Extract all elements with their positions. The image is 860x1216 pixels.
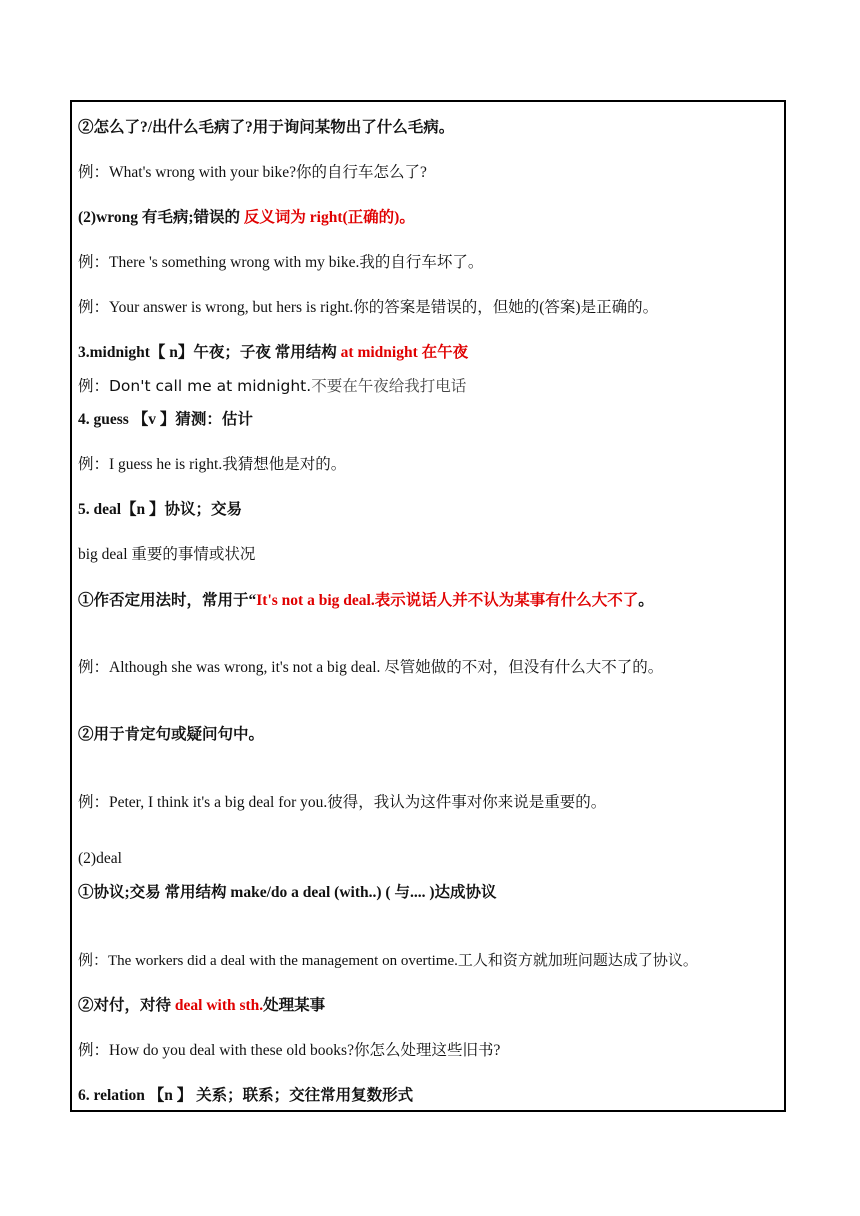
line-text: 5. deal【n 】协议；交易 [78,501,243,518]
line-text: ①协议;交易 常用结构 make/do a deal (with..) ( 与.... )达成协议 [78,884,497,901]
line-text: ②怎么了?/出什么毛病了?用于询问某物出了什么毛病。 [78,119,455,136]
line-text: ①作否定用法时，常用于“ [78,592,257,609]
highlight-text: 反义词为 right(正确的)。 [243,209,415,226]
line-text: 3.midnight【 n】午夜；子夜 常用结构 [78,344,341,361]
text-line [78,545,255,565]
line-text: ②对付，对待 [78,997,175,1014]
line-text: 例：There 's something wrong with my bike.我的自行车坏了。 [78,254,484,271]
line-text: 例：What's wrong with your bike?你的自行车怎么了? [78,164,427,181]
line-text: big deal 重要的事情或状况 [78,546,256,563]
line-text: 例：Your answer is wrong, but hers is right.你的答案是错误的，但她的(答案)是正确的。 [78,299,659,316]
highlight-text: It's not a big deal.表示说话人并不认为某事有什么大不了 [256,592,639,609]
text-line [78,208,415,228]
line-text: 例：Although she was wrong, it's not a big deal. 尽管她做的不对，但没有什么大不了的。 [78,659,664,676]
line-text: (2)deal [78,850,122,867]
example-line [78,253,483,273]
line-text: 。 [638,592,654,609]
example-line [78,793,606,813]
line-text: 6. relation 【n 】 关系；联系；交往常用复数形式 [78,1087,414,1104]
line-text: (2)wrong 有毛病;错误的 [78,209,244,226]
line-text: 例：Don't call me at midnight. [78,377,312,395]
example-line [78,951,698,971]
highlight-text: at midnight 在午夜 [340,344,469,361]
text-line [78,883,497,903]
text-line [78,849,122,869]
example-line [78,658,663,678]
line-text: 4. guess 【v 】猜测：估计 [78,411,253,428]
line-text: 例：I guess he is right.我猜想他是对的。 [78,456,347,473]
example-line [78,163,427,183]
text-line [78,996,325,1016]
example-line [78,1041,500,1061]
text-line [78,410,253,430]
text-line [78,343,468,363]
line-text: 例：The workers did a deal with the management on overtime.工人和资方就加班问题达成了协议。 [78,953,698,969]
line-text: 处理某事 [263,997,326,1014]
text-line [78,591,654,611]
text-line [78,725,264,745]
highlight-text: deal with sth. [174,997,264,1014]
line-text: 例：How do you deal with these old books?你怎么处理这些旧书? [78,1042,501,1059]
text-line [78,1086,413,1106]
line-text: 例：Peter, I think it's a big deal for you.彼得，我认为这件事对你来说是重要的。 [78,794,607,811]
line-text: 不要在午夜给我打电话 [311,378,467,395]
line-text: ②用于肯定句或疑问句中。 [78,726,265,743]
example-line [78,298,658,318]
text-line [78,118,454,138]
example-line [78,376,466,397]
example-line [78,455,346,475]
text-line [78,500,242,520]
